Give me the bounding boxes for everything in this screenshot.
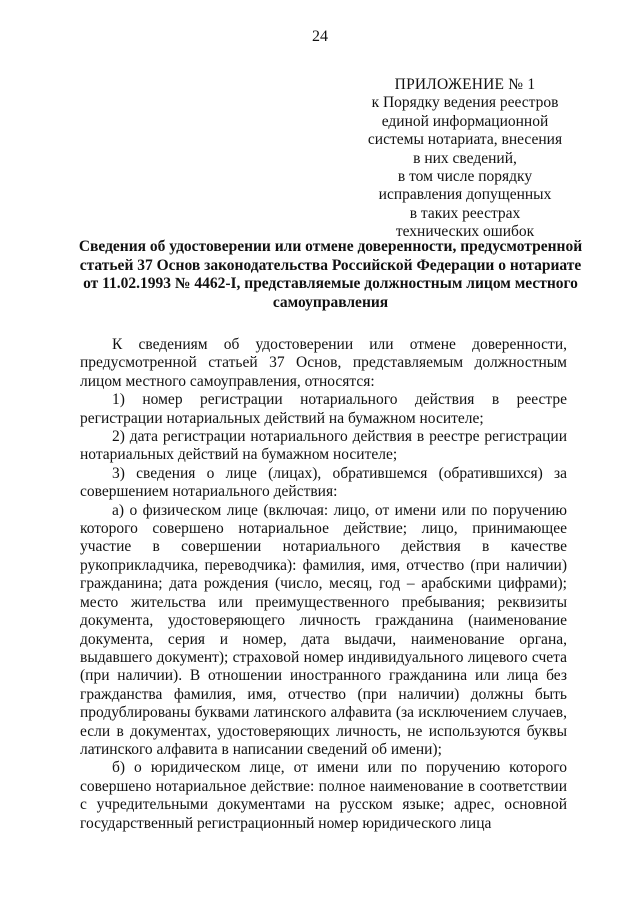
list-item: 3) сведения о лице (лицах), обратившемся (обратившихся) за совершением нотариального действия:: [80, 464, 567, 501]
appendix-line: к Порядку ведения реестров: [371, 94, 559, 112]
list-item: 1) номер регистрации нотариального действия в реестре регистрации нотариальных действий на бумажном носителе;: [80, 391, 567, 427]
appendix-line: системы нотариата, внесения: [367, 131, 563, 149]
sub-item: а) о физическом лице (включая: лицо, от имени или по поручению которого совершено нотариальное действие; лицо, принимающее участие в совершении нотариального действия в качестве рукоприкладчика, переводчика): фамилия, имя, отчество (при наличии) гражданина; дата рождения (число, месяц, год – арабскими цифрами); место жительства или преимущественного пребывания; реквизиты документа, удостоверяющего личность гражданина (наименование документа, серия и номер, дата выдачи, наименование органа, выдавшего документ); страховой номер индивидуального лицевого счета (при наличии). В отношении иностранного гражданина или лица без гражданства фамилия, имя, отчество (при наличии) должны быть продублированы буквами латинского алфавита (за исключением случаев, если в документах, удостоверяющих личность, не используются буквы латинского алфавита в написании сведений об имени);: [80, 501, 567, 758]
appendix-line: в таких реестрах: [409, 204, 521, 222]
appendix-line: в них сведений,: [413, 149, 517, 167]
intro-paragraph: К сведениям об удостоверении или отмене доверенности, предусмотренной статьей 37 Основ, представляемым должностным лицом местного самоуправления, относятся:: [80, 336, 567, 390]
appendix-block: [352, 76, 578, 242]
appendix-line: исправления допущенных: [378, 186, 552, 204]
document-body: [80, 336, 567, 833]
list-item: 2) дата регистрации нотариального действия в реестре регистрации нотариальных действий на бумажном носителе;: [80, 428, 567, 464]
appendix-line: в том числе порядку: [397, 168, 533, 186]
appendix-title: ПРИЛОЖЕНИЕ № 1: [394, 76, 536, 93]
appendix-line: единой информационной: [381, 112, 549, 130]
appendix-line: технических ошибок: [395, 223, 535, 241]
sub-item: б) о юридическом лице, от имени или по поручению которого совершено нотариальное действие: полное наименование в соответствии с учредительными документами на русском языке; адрес, основной государственный регистрационный номер юридического лица: [80, 759, 567, 832]
page-number: 24: [312, 28, 328, 45]
document-heading: Сведения об удостоверении или отмене доверенности, предусмотренной статьей 37 Основ законодательства Российской Федерации о нотариате от 11.02.1993 № 4462-I, представляемые должностным лицом местного самоуправления: [78, 238, 583, 311]
